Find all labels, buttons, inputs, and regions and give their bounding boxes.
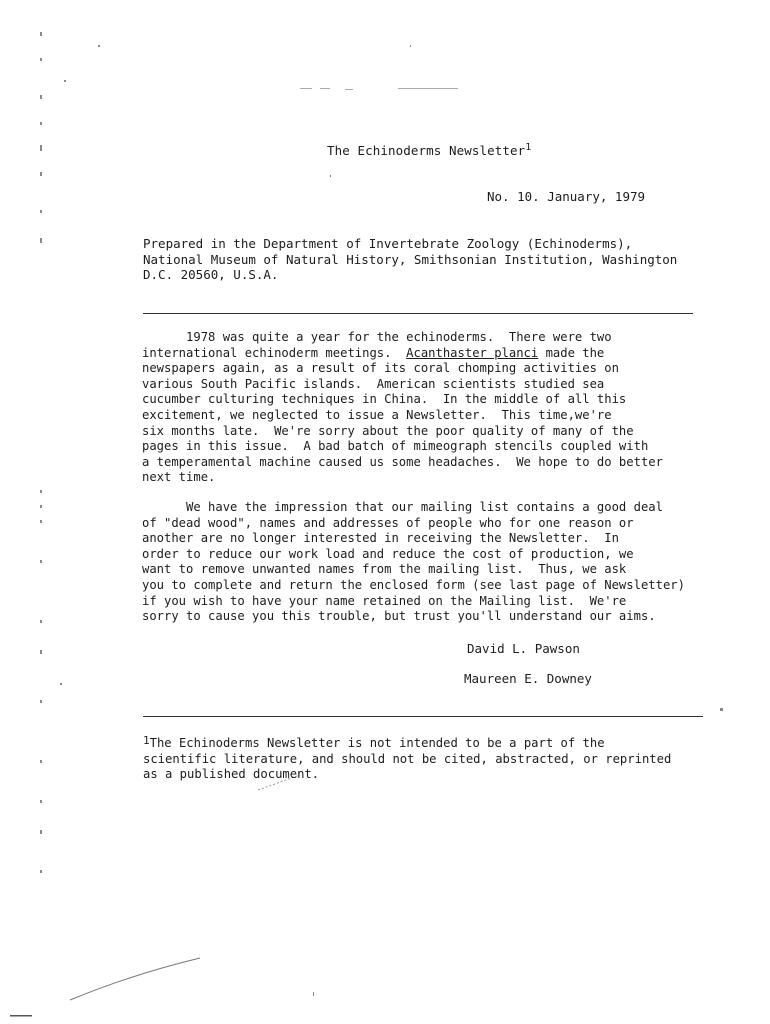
newsletter-title <box>327 142 531 158</box>
paragraph-line: of "dead wood", names and addresses of people who for one reason or <box>142 515 634 530</box>
paragraph-line: you to complete and return the enclosed form (see last page of Newsletter) <box>142 577 685 592</box>
footnote-line: scientific literature, and should not be cited, abstracted, or reprinted <box>143 751 672 766</box>
footnote-line <box>143 733 723 752</box>
prepared-by-block <box>143 236 703 283</box>
paragraph-line: sorry to cause you this trouble, but trust you'll understand our aims. <box>142 609 656 624</box>
paragraph-line: another are no longer interested in receiving the Newsletter. In <box>142 531 619 546</box>
footnote-text: The Echinoderms Newsletter is not intended to be a part of the <box>149 736 605 750</box>
paragraph-line: next time. <box>142 470 216 485</box>
paragraph-line: order to reduce our work load and reduce the cost of production, we <box>142 546 634 561</box>
issue-line: No. 10. January, 1979 <box>487 189 646 204</box>
paragraph-line-tail: made the <box>538 345 605 360</box>
paragraph-line: six months late. We're sorry about the poor quality of many of the <box>142 423 634 438</box>
paragraph-line: want to remove unwanted names from the mailing list. Thus, we ask <box>142 562 627 577</box>
paragraph-line: various South Pacific islands. American scientists studied sea <box>142 376 605 391</box>
footnote-reference: 1 <box>525 142 532 153</box>
footnote-line: as a published document. <box>143 767 320 781</box>
paragraph-line: excitement, we neglected to issue a Newsletter. This time,we're <box>142 407 612 422</box>
paragraph-line: 1978 was quite a year for the echinoderms. There were two <box>142 330 612 344</box>
prepared-line: National Museum of Natural History, Smithsonian Institution, Washington <box>143 251 678 267</box>
paragraph-1 <box>142 330 712 486</box>
paragraph-line: pages in this issue. A bad batch of mimeograph stencils coupled with <box>142 439 649 454</box>
species-name: Acanthaster planci <box>406 345 539 360</box>
paragraph-line: newspapers again, as a result of its coral chomping activities on <box>142 361 619 376</box>
paragraph-line: cucumber culturing techniques in China. In the middle of all this <box>142 392 627 407</box>
header-divider <box>143 313 693 314</box>
footnote-mark: 1 <box>143 734 150 747</box>
prepared-line: Prepared in the Department of Invertebrate Zoology (Echinoderms), <box>143 236 633 251</box>
signature-downey: Maureen E. Downey <box>464 671 592 686</box>
paragraph-line: a temperamental machine caused us some headaches. We hope to do better <box>142 454 663 469</box>
prepared-line: D.C. 20560, U.S.A. <box>143 267 279 282</box>
footnote-divider <box>143 716 703 717</box>
paragraph-2 <box>142 500 712 625</box>
signature-pawson: David L. Pawson <box>467 641 580 656</box>
title-text: The Echinoderms Newsletter <box>327 143 526 158</box>
paragraph-line: We have the impression that our mailing list contains a good deal <box>142 500 663 514</box>
paragraph-line: if you wish to have your name retained on the Mailing list. We're <box>142 593 627 608</box>
paragraph-line-head: international echinoderm meetings. <box>142 345 407 360</box>
paragraph-line <box>142 346 712 362</box>
footnote <box>143 733 723 783</box>
